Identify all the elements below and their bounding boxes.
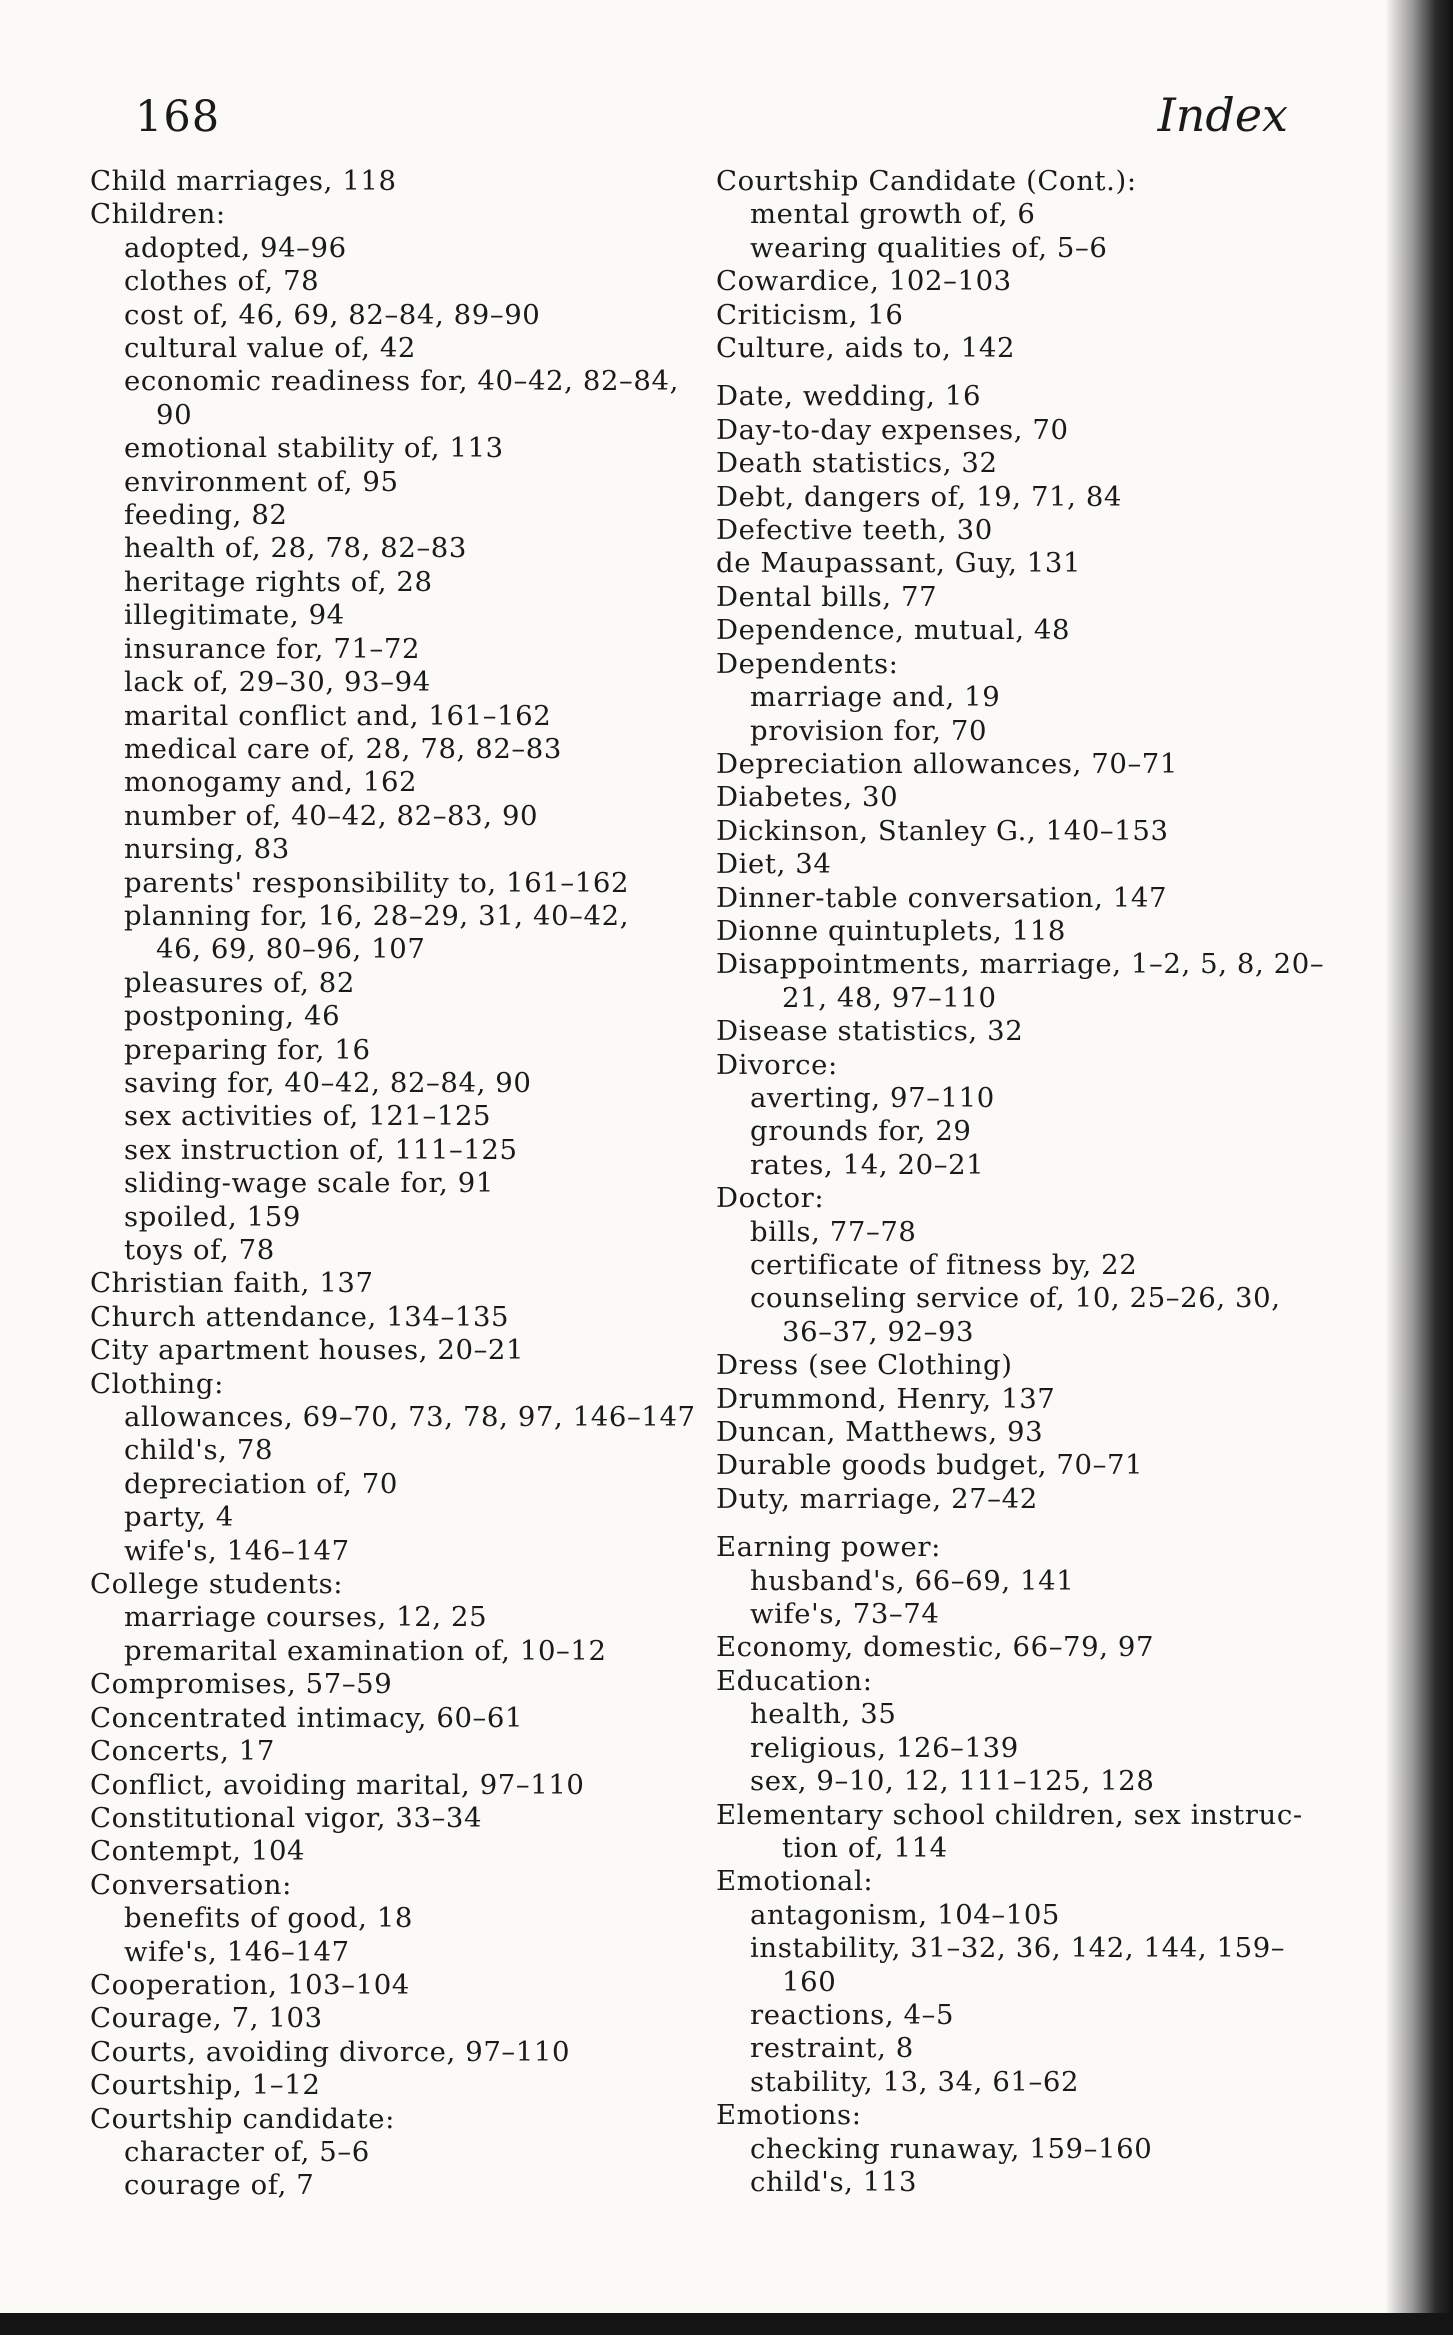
index-subentry: sex instruction of, 111–125 [124, 1133, 518, 1166]
index-subentry: allowances, 69–70, 73, 78, 97, 146–147 [124, 1401, 696, 1434]
index-column-left [90, 165, 710, 2203]
index-subentry: counseling service of, 10, 25–26, 30, [750, 1282, 1281, 1315]
index-subentry: heritage rights of, 28 [124, 565, 433, 598]
index-subentry: wife's, 146–147 [124, 1935, 350, 1968]
index-entry: Dinner-table conversation, 147 [716, 881, 1168, 914]
index-entry: College students: [90, 1568, 344, 1601]
index-subentry: preparing for, 16 [124, 1033, 371, 1066]
index-subentry: health of, 28, 78, 82–83 [124, 532, 468, 565]
index-subentry: pleasures of, 82 [124, 966, 355, 999]
index-entry: Conflict, avoiding marital, 97–110 [90, 1768, 585, 1801]
index-entry: Cowardice, 102–103 [716, 265, 1012, 298]
index-subentry: adopted, 94–96 [124, 231, 347, 264]
index-subentry: premarital examination of, 10–12 [124, 1634, 607, 1667]
index-entry: Children: [90, 198, 226, 231]
index-subentry: clothes of, 78 [124, 265, 320, 298]
index-entry: Contempt, 104 [90, 1835, 306, 1868]
index-subentry: instability, 31–32, 36, 142, 144, 159– [750, 1932, 1286, 1965]
index-subentry: monogamy and, 162 [124, 766, 418, 799]
index-subentry: sex, 9–10, 12, 111–125, 128 [750, 1765, 1155, 1798]
index-subentry: health, 35 [750, 1698, 897, 1731]
index-entry: Culture, aids to, 142 [716, 332, 1016, 365]
index-entry: Dickinson, Stanley G., 140–153 [716, 814, 1169, 847]
index-entry: Defective teeth, 30 [716, 514, 993, 547]
index-entry: Child marriages, 118 [90, 165, 397, 197]
index-subentry: cultural value of, 42 [124, 332, 417, 365]
running-head: Index [1157, 88, 1288, 142]
index-subentry: medical care of, 28, 78, 82–83 [124, 732, 562, 765]
index-entry: Education: [716, 1664, 873, 1697]
index-entry: City apartment houses, 20–21 [90, 1334, 525, 1367]
index-entry: Duncan, Matthews, 93 [716, 1416, 1044, 1449]
index-entry: de Maupassant, Guy, 131 [716, 547, 1082, 580]
index-entry: Emotions: [716, 2099, 862, 2132]
index-subentry: restraint, 8 [750, 2032, 914, 2065]
index-subentry: economic readiness for, 40–42, 82–84, [124, 365, 679, 398]
index-continuation: 46, 69, 80–96, 107 [156, 933, 426, 966]
index-subentry: benefits of good, 18 [124, 1902, 414, 1935]
page-bottom-edge [0, 2313, 1453, 2335]
index-entry: Courtship, 1–12 [90, 2069, 321, 2102]
index-entry: Church attendance, 134–135 [90, 1300, 510, 1333]
index-subentry: marital conflict and, 161–162 [124, 699, 552, 732]
index-subentry: child's, 78 [124, 1434, 274, 1467]
index-subentry: certificate of fitness by, 22 [750, 1249, 1138, 1281]
index-subentry: spoiled, 159 [124, 1200, 301, 1233]
index-continuation: 90 [156, 398, 193, 431]
index-entry: Courtship Candidate (Cont.): [716, 165, 1137, 197]
index-subentry: party, 4 [124, 1501, 234, 1534]
index-entry: Disappointments, marriage, 1–2, 5, 8, 20– [716, 948, 1325, 981]
index-subentry: sex activities of, 121–125 [124, 1100, 492, 1133]
index-subentry: cost of, 46, 69, 82–84, 89–90 [124, 298, 541, 331]
index-subentry: wife's, 73–74 [750, 1598, 940, 1631]
index-subentry: parents' responsibility to, 161–162 [124, 866, 630, 899]
index-continuation: 160 [782, 1965, 837, 1998]
index-entry: Diabetes, 30 [716, 781, 899, 814]
index-subentry: grounds for, 29 [750, 1115, 972, 1148]
index-subentry: bills, 77–78 [750, 1215, 917, 1248]
index-entry: Constitutional vigor, 33–34 [90, 1801, 483, 1834]
index-subentry: saving for, 40–42, 82–84, 90 [124, 1066, 532, 1099]
index-subentry: nursing, 83 [124, 833, 290, 866]
index-subentry: environment of, 95 [124, 465, 399, 498]
index-entry: Economy, domestic, 66–79, 97 [716, 1631, 1155, 1664]
index-entry: Dental bills, 77 [716, 580, 938, 613]
index-entry: Date, wedding, 16 [716, 380, 982, 413]
index-entry: Dionne quintuplets, 118 [716, 914, 1067, 947]
index-entry: Doctor: [716, 1182, 825, 1215]
index-entry: Dress (see Clothing) [716, 1349, 1013, 1382]
index-subentry: illegitimate, 94 [124, 599, 345, 632]
index-continuation: 36–37, 92–93 [782, 1315, 975, 1348]
index-subentry: child's, 113 [750, 2165, 918, 2198]
index-subentry: marriage and, 19 [750, 681, 1001, 714]
index-entry: Divorce: [716, 1048, 838, 1081]
index-subentry: antagonism, 104–105 [750, 1898, 1061, 1931]
index-entry: Disease statistics, 32 [716, 1015, 1024, 1048]
index-entry: Courts, avoiding divorce, 97–110 [90, 2035, 571, 2068]
index-continuation: 21, 48, 97–110 [782, 981, 997, 1014]
page-number: 168 [135, 92, 221, 142]
index-continuation: tion of, 114 [782, 1831, 948, 1864]
index-entry: Emotional: [716, 1865, 874, 1898]
index-subentry: lack of, 29–30, 93–94 [124, 666, 431, 699]
index-subentry: husband's, 66–69, 141 [750, 1564, 1075, 1597]
index-subentry: emotional stability of, 113 [124, 432, 504, 465]
index-entry: Depreciation allowances, 70–71 [716, 747, 1178, 780]
index-subentry: courage of, 7 [124, 2169, 315, 2202]
index-entry: Concerts, 17 [90, 1735, 275, 1768]
index-entry: Conversation: [90, 1868, 292, 1901]
index-entry: Drummond, Henry, 137 [716, 1382, 1056, 1415]
index-entry: Concentrated intimacy, 60–61 [90, 1701, 524, 1734]
index-entry: Diet, 34 [716, 848, 832, 881]
index-entry: Courtship candidate: [90, 2102, 395, 2135]
index-subentry: rates, 14, 20–21 [750, 1148, 985, 1181]
index-subentry: depreciation of, 70 [124, 1467, 398, 1500]
index-entry: Debt, dangers of, 19, 71, 84 [716, 480, 1123, 513]
index-subentry: checking runaway, 159–160 [750, 2132, 1153, 2165]
index-subentry: religious, 126–139 [750, 1731, 1019, 1764]
page-edge-shadow [1385, 0, 1453, 2335]
index-subentry: feeding, 82 [124, 499, 288, 532]
index-entry: Durable goods budget, 70–71 [716, 1449, 1144, 1482]
index-entry: Christian faith, 137 [90, 1267, 374, 1300]
index-entry: Elementary school children, sex instruc- [716, 1798, 1303, 1831]
index-subentry: marriage courses, 12, 25 [124, 1601, 488, 1634]
index-subentry: postponing, 46 [124, 1000, 341, 1033]
index-entry: Courage, 7, 103 [90, 2002, 323, 2035]
index-entry: Dependents: [716, 647, 899, 680]
index-entry: Dependence, mutual, 48 [716, 614, 1071, 647]
index-entry: Cooperation, 103–104 [90, 1968, 410, 2001]
index-subentry: reactions, 4–5 [750, 1998, 955, 2031]
index-subentry: number of, 40–42, 82–83, 90 [124, 799, 539, 832]
index-subentry: toys of, 78 [124, 1234, 275, 1266]
index-entry: Death statistics, 32 [716, 447, 998, 480]
index-subentry: insurance for, 71–72 [124, 632, 421, 665]
index-entry: Earning power: [716, 1531, 941, 1564]
index-column-right [716, 165, 1326, 2199]
index-subentry: planning for, 16, 28–29, 31, 40–42, [124, 899, 630, 932]
index-subentry: averting, 97–110 [750, 1081, 995, 1114]
index-subentry: stability, 13, 34, 61–62 [750, 2065, 1080, 2098]
index-entry: Compromises, 57–59 [90, 1668, 393, 1701]
index-subentry: wife's, 146–147 [124, 1534, 350, 1567]
index-entry: Day-to-day expenses, 70 [716, 413, 1069, 446]
index-subentry: mental growth of, 6 [750, 198, 1036, 231]
index-entry: Criticism, 16 [716, 298, 904, 331]
index-subentry: sliding-wage scale for, 91 [124, 1167, 494, 1200]
index-subentry: character of, 5–6 [124, 2135, 370, 2168]
index-entry: Clothing: [90, 1367, 224, 1400]
index-subentry: wearing qualities of, 5–6 [750, 231, 1108, 264]
index-entry: Duty, marriage, 27–42 [716, 1482, 1038, 1515]
index-subentry: provision for, 70 [750, 714, 988, 747]
